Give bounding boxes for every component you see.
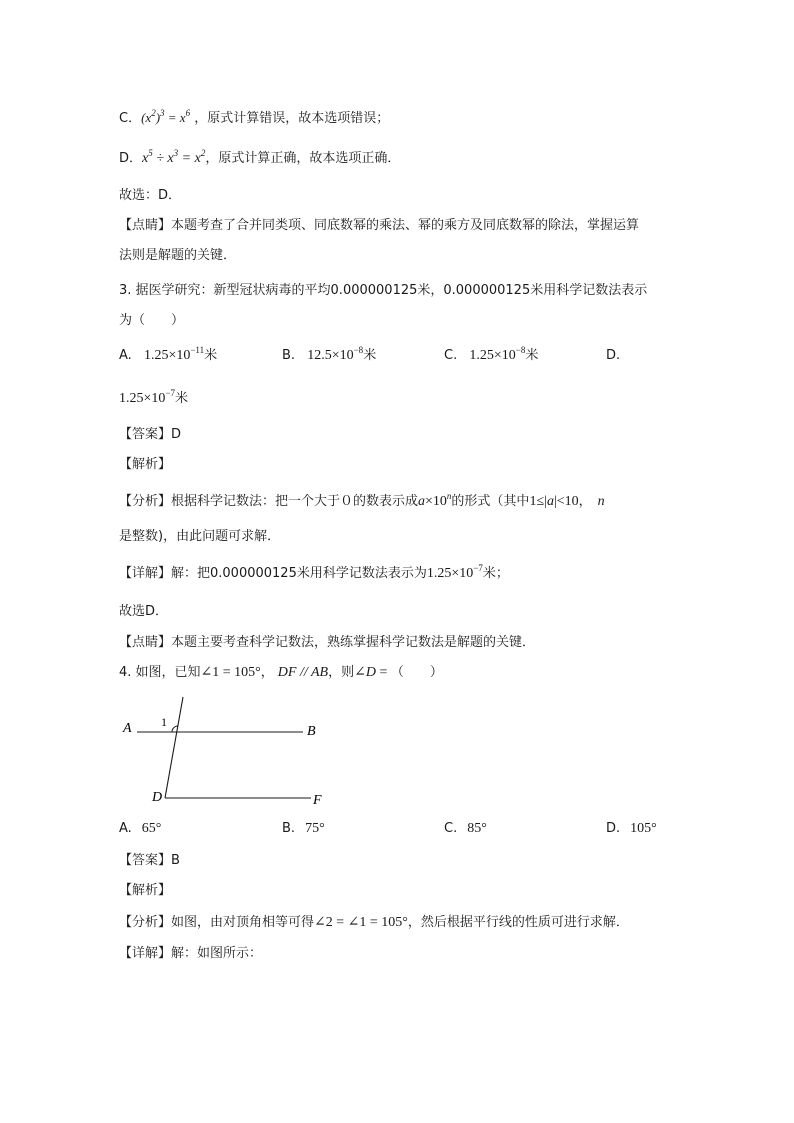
q3-option-d: D. [606, 348, 621, 363]
q3-option-c: C. $1.25\times 10^{-8}$米 [444, 345, 539, 363]
c-option-formula: $(x^2)^3 = x^6$ [141, 108, 191, 125]
analysis4: 【分析】如图，由对顶角相等可得∠2 = ∠1 = 105°，然后根据平行线的性质可进行求解． [119, 915, 629, 930]
q3-line1: 3. 据医学研究：新型冠状病毒的平均0.000000125米，0.000000125米用科学记数法表示 [119, 283, 648, 298]
detail4: 【详解】解：如图所示： [119, 946, 263, 961]
d-option-line: D．$x^5 \div x^3 = x^2$，原式计算正确，故本选项正确． [119, 148, 401, 166]
analysis3-p2: 是整数)，由此问题可求解． [119, 529, 281, 544]
analysis3-title: 【解析】 [119, 457, 172, 472]
label-b: B [307, 724, 316, 739]
q3-option-b: B. $12.5\times 10^{-8}$米 [282, 345, 377, 363]
q3-option-d-value: $1.25\times 10^{-7}$米 [119, 388, 188, 406]
q3-option-b-value: $12.5\times 10^{-8}$ [307, 345, 364, 363]
detail3: 【详解】解：把0.000000125米用科学记数法表示为$1.25\times 10^{-7}$米； [119, 563, 509, 581]
d-option-formula: $x^5 \div x^3 = x^2$ [142, 148, 206, 166]
comment2: 【点睛】本题主要考查科学记数法，熟练掌握科学记数法是解题的关键． [119, 635, 536, 650]
q4-question: 4. 如图，已知∠1 = 105°， DF // AB，则∠D = （ ） [119, 665, 443, 680]
label-angle-1: 1 [161, 715, 167, 729]
q3-option-a: A. $1.25\times 10^{-11}$米 [119, 345, 218, 363]
transversal [165, 697, 183, 798]
comment1-line2: 法则是解题的关键． [119, 248, 237, 263]
q4-option-b: B. 75° [282, 821, 325, 836]
analysis4-title: 【解析】 [119, 883, 172, 898]
q3-option-a-value: $1.25\times 10^{-11}$ [143, 345, 205, 363]
c-option-line: C．$(x^2)^3 = x^6$ ，原式计算错误，故本选项错误； [119, 108, 390, 126]
label-d: D [152, 790, 163, 805]
q3-option-c-value: $1.25\times 10^{-8}$ [469, 345, 526, 363]
answer3: 【答案】D [119, 427, 182, 442]
choose-d-2: 故选D． [119, 604, 169, 619]
q4-option-c: C. 85° [444, 821, 487, 836]
q4-option-a: A. 65° [119, 821, 162, 836]
analysis3-p1: 【分析】根据科学记数法：把一个大于０的数表示成$a\times 10^n$的形式（其中1≤|a|<10， n [119, 491, 605, 509]
comment1-line1: 【点睛】本题考查了合并同类项、同底数幂的乘法、幂的乘方及同底数幂的除法，掌握运算 [119, 218, 640, 233]
label-f: F [313, 793, 322, 808]
choose-d-1: 故选：D． [119, 188, 182, 203]
label-a: A [123, 721, 132, 736]
q3-line2: 为（ ） [119, 313, 185, 328]
answer4: 【答案】B [119, 853, 180, 868]
q4-figure [115, 695, 335, 815]
q4-option-d: D. 105° [606, 821, 657, 836]
